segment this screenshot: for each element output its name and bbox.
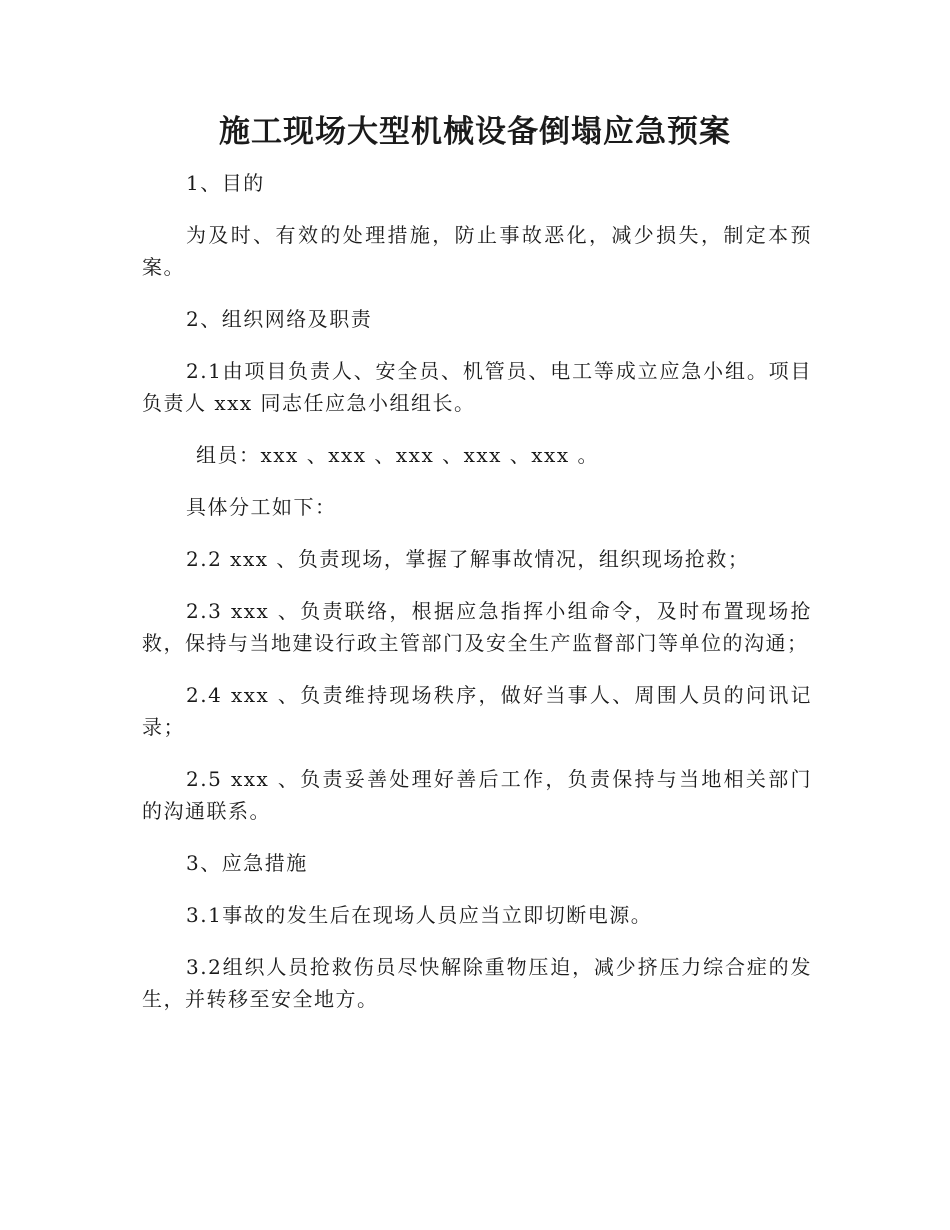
paragraph-members: 组员：xxx 、xxx 、xxx 、xxx 、xxx 。 [196, 443, 599, 467]
paragraph-2-4: 2.4 xxx 、负责维持现场秩序，做好当事人、周围人员的问讯记录； [142, 683, 812, 739]
section-heading-organization: 2、组织网络及职责 [186, 307, 373, 331]
section-heading-measures: 3、应急措施 [186, 851, 308, 875]
paragraph-3-1: 3.1事故的发生后在现场人员应当立即切断电源。 [186, 903, 653, 927]
paragraph-purpose-text: 为及时、有效的处理措施，防止事故恶化，减少损失，制定本预案。 [142, 223, 812, 279]
paragraph-2-3: 2.3 xxx 、负责联络，根据应急指挥小组命令，及时布置现场抢救，保持与当地建设行政主管部门及安全生产监督部门等单位的沟通； [142, 599, 812, 655]
paragraph-3-2: 3.2组织人员抢救伤员尽快解除重物压迫，减少挤压力综合症的发生，并转移至安全地方。 [142, 955, 812, 1011]
paragraph-2-5: 2.5 xxx 、负责妥善处理好善后工作，负责保持与当地相关部门的沟通联系。 [142, 767, 812, 823]
paragraph-2-1: 2.1由项目负责人、安全员、机管员、电工等成立应急小组。项目负责人 xxx 同志任应急小组组长。 [142, 359, 812, 415]
paragraph-2-2: 2.2 xxx 、负责现场，掌握了解事故情况，组织现场抢救； [186, 547, 750, 571]
document-body [142, 167, 812, 1035]
section-heading-purpose: 1、目的 [186, 171, 265, 195]
document-title: 施工现场大型机械设备倒塌应急预案 [219, 114, 731, 150]
paragraph-division-intro: 具体分工如下： [186, 495, 337, 519]
